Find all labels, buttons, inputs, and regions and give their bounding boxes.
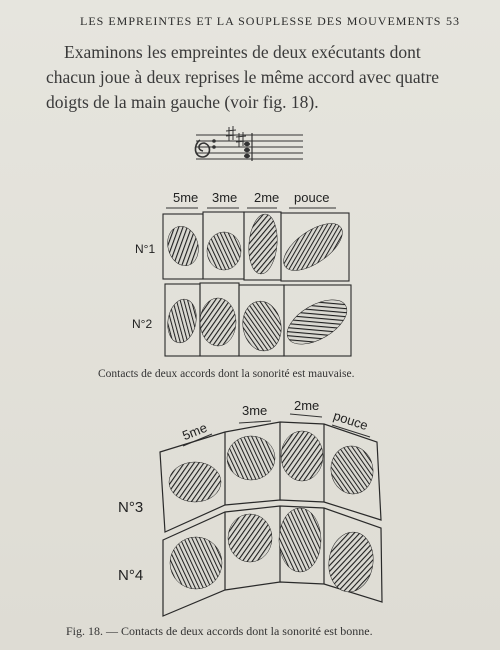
- finger-label-pouce: pouce: [294, 190, 330, 205]
- finger-label-2me: 2me: [294, 398, 320, 413]
- fingerprint-mark: [169, 462, 221, 502]
- fingerprint-mark: [279, 508, 321, 572]
- row-label-n2: N°2: [132, 317, 153, 331]
- finger-label-3me: 3me: [242, 403, 268, 418]
- fingerprint-mark: [327, 443, 377, 498]
- row-label-n1: N°1: [135, 242, 156, 256]
- row-label-n3: N°3: [118, 499, 144, 516]
- body-line: doigts de la main gauche (voir fig. 18).: [46, 92, 319, 112]
- row-label-n4: N°4: [118, 567, 144, 584]
- finger-label-5me: 5me: [173, 190, 199, 205]
- running-title: LES EMPREINTES ET LA SOUPLESSE DES MOUVEMENTS: [80, 14, 442, 28]
- body-line: Examinons les empreintes de deux exécutants dont: [64, 42, 421, 62]
- finger-label-5me: 5me: [180, 419, 210, 444]
- page-number: 53: [446, 14, 460, 28]
- caption-figure-18: Fig. 18. — Contacts de deux accords dont la sonorité est bonne.: [66, 624, 373, 638]
- fingerprint-mark: [227, 436, 275, 480]
- caption-bad: Contacts de deux accords dont la sonorité est mauvaise.: [98, 368, 355, 380]
- finger-label-2me: 2me: [254, 190, 280, 205]
- fingerprint-mark: [325, 529, 377, 595]
- body-line: chacun joue à deux reprises le même accord avec quatre: [46, 67, 440, 87]
- fingerprint-mark: [170, 537, 222, 589]
- finger-label-pouce: pouce: [331, 407, 370, 434]
- fingerprint-mark: [228, 514, 272, 562]
- finger-label-3me: 3me: [212, 190, 238, 205]
- fingerprint-mark: [281, 431, 323, 481]
